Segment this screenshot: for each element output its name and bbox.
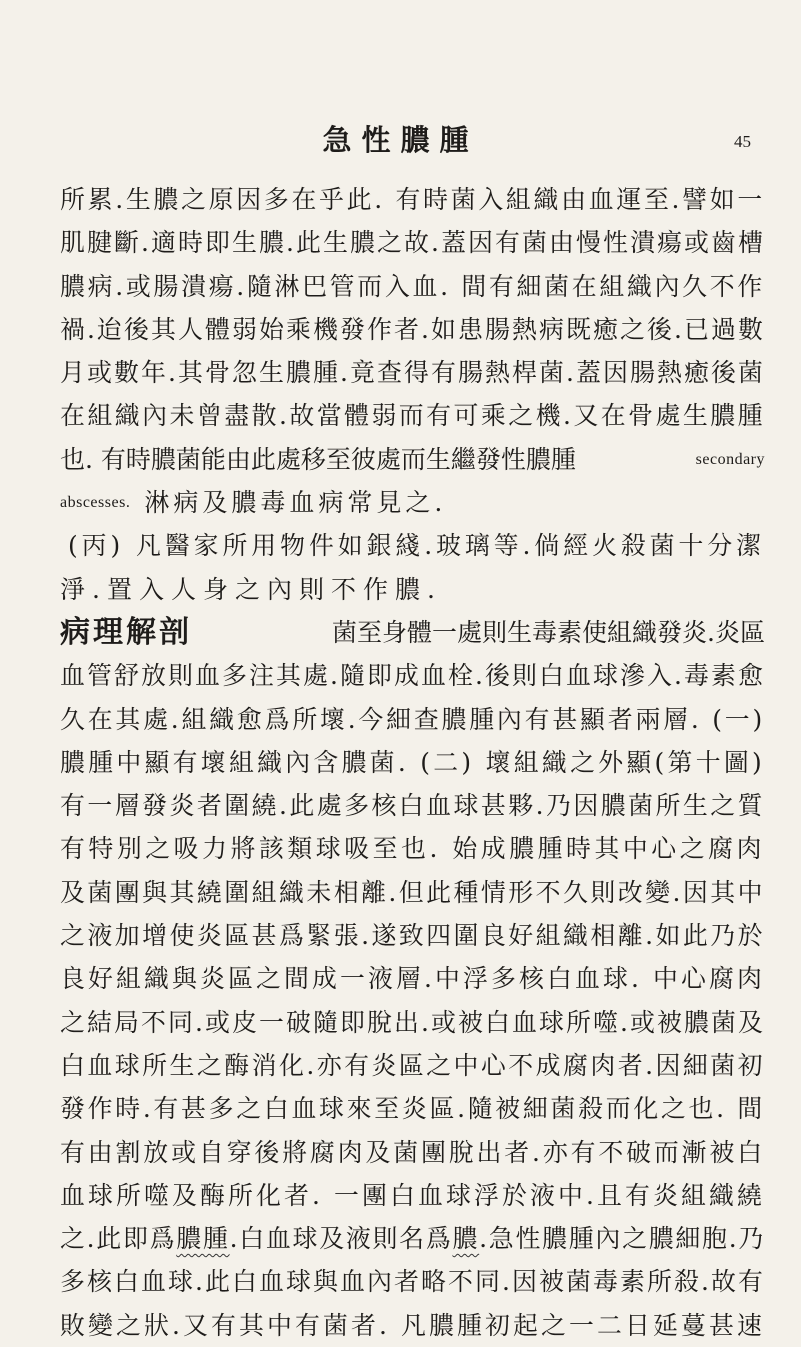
english-term: secondary <box>695 450 765 468</box>
english-term: abscesses. <box>60 494 131 512</box>
text-line <box>60 1174 765 1217</box>
text-segment: 也. 有時膿菌能由此處移至彼處而生繼發性膿腫 <box>60 444 576 474</box>
text-segment: 膿病.或腸潰瘍.隨淋巴管而入血. 間有細菌在組織內久不作 <box>60 271 765 301</box>
text-segment: 淋病及膿毒血病常見之. <box>144 488 447 518</box>
text-line <box>60 265 765 308</box>
text-segment: 發作時.有甚多之白血球來至炎區.隨被細菌殺而化之也. 間 <box>60 1094 765 1124</box>
text-segment: 及菌團與其繞圍組織未相離.但此種情形不久則改變.因其中 <box>60 877 765 907</box>
text-line <box>60 871 765 914</box>
text-segment: 血管舒放則血多注其處.隨即成血栓.後則白血球滲入.毒素愈 <box>60 661 765 691</box>
text-line <box>60 1217 765 1260</box>
emphasized-term: 膿 <box>452 1224 480 1254</box>
text-line <box>60 568 765 611</box>
text-segment: 之結局不同.或皮一破隨即脫出.或被白血球所噬.或被膿菌及 <box>60 1007 765 1037</box>
text-segment: 白血球所生之酶消化.亦有炎區之中心不成腐肉者.因細菌初 <box>60 1050 765 1080</box>
text-line <box>60 308 765 351</box>
text-line <box>60 221 765 264</box>
text-line <box>60 178 765 221</box>
text-line <box>60 1131 765 1174</box>
text-line <box>60 481 765 524</box>
text-line <box>60 1044 765 1087</box>
text-run: 之.此即爲 <box>60 1224 177 1254</box>
page-number: 45 <box>734 132 751 151</box>
text-line <box>60 741 765 784</box>
text-segment: 有由割放或自穿後將腐肉及菌團脫出者.亦有不破而漸被白 <box>60 1137 765 1167</box>
text-run: .急性膿腫內之膿細胞.乃 <box>479 1224 765 1254</box>
text-line <box>60 654 765 697</box>
section-heading: 病理解剖 <box>60 614 192 650</box>
text-segment: 淨.置入人身之內則不作膿. <box>60 574 442 604</box>
text-segment: 肌腱斷.適時即生膿.此生膿之故.蓋因有菌由慢性潰瘍或齒槽 <box>60 228 765 258</box>
text-line <box>60 914 765 957</box>
text-segment: 有特別之吸力將該類球吸至也. 始成膿腫時其中心之腐肉 <box>60 834 765 864</box>
text-line <box>60 438 765 481</box>
emphasized-term: 膿腫 <box>176 1224 230 1254</box>
text-segment: 菌至身體一處則生毒素使組織發炎.炎區 <box>332 617 765 647</box>
text-line <box>60 524 765 567</box>
text-segment <box>60 1217 765 1260</box>
text-segment: 久在其處.組織愈爲所壞.今細查膿腫內有甚顯者兩層. (一) <box>60 704 765 734</box>
text-line <box>60 957 765 1000</box>
running-title: 急性膿腫 <box>322 123 479 157</box>
text-segment: 膿腫中顯有壞組織內含膿菌. (二) 壞組織之外顯(第十圖) <box>60 747 765 777</box>
text-line <box>60 1304 765 1347</box>
text-line <box>60 611 765 654</box>
body-text <box>60 178 765 1347</box>
text-segment: 有一層發炎者圍繞.此處多核白血球甚夥.乃因膿菌所生之質 <box>60 791 765 821</box>
text-line <box>60 1001 765 1044</box>
text-line <box>60 351 765 394</box>
text-line <box>60 698 765 741</box>
text-segment: (丙) 凡醫家所用物件如銀綫.玻璃等.倘經火殺菌十分潔 <box>68 531 765 561</box>
text-line <box>60 784 765 827</box>
text-segment: 月或數年.其骨忽生膿腫.竟查得有腸熱桿菌.蓋因腸熱癒後菌 <box>60 358 765 388</box>
text-segment: 在組織內未曾盡散.故當體弱而有可乘之機.又在骨處生膿腫 <box>60 401 765 431</box>
text-line <box>60 1087 765 1130</box>
text-segment: 之液加增使炎區甚爲緊張.遂致四圍良好組織相離.如此乃於 <box>60 921 765 951</box>
text-run: .白血球及液則名爲 <box>229 1224 453 1254</box>
text-segment: 多核白血球.此白血球與血內者略不同.因被菌毒素所殺.故有 <box>60 1267 765 1297</box>
text-segment: 敗變之狀.又有其中有菌者. 凡膿腫初起之一二日延蔓甚速 <box>60 1310 765 1340</box>
text-line <box>60 1260 765 1303</box>
text-line <box>60 827 765 870</box>
page-header <box>0 118 801 158</box>
text-line <box>60 394 765 437</box>
text-segment: 良好組織與炎區之間成一液層.中浮多核白血球. 中心腐肉 <box>60 964 765 994</box>
text-segment: 禍.迨後其人體弱始乘機發作者.如患腸熱病既癒之後.已過數 <box>60 314 765 344</box>
text-segment: 所累.生膿之原因多在乎此. 有時菌入組織由血運至.譬如一 <box>60 185 765 214</box>
text-segment: 血球所噬及酶所化者. 一團白血球浮於液中.且有炎組織繞 <box>60 1180 765 1210</box>
